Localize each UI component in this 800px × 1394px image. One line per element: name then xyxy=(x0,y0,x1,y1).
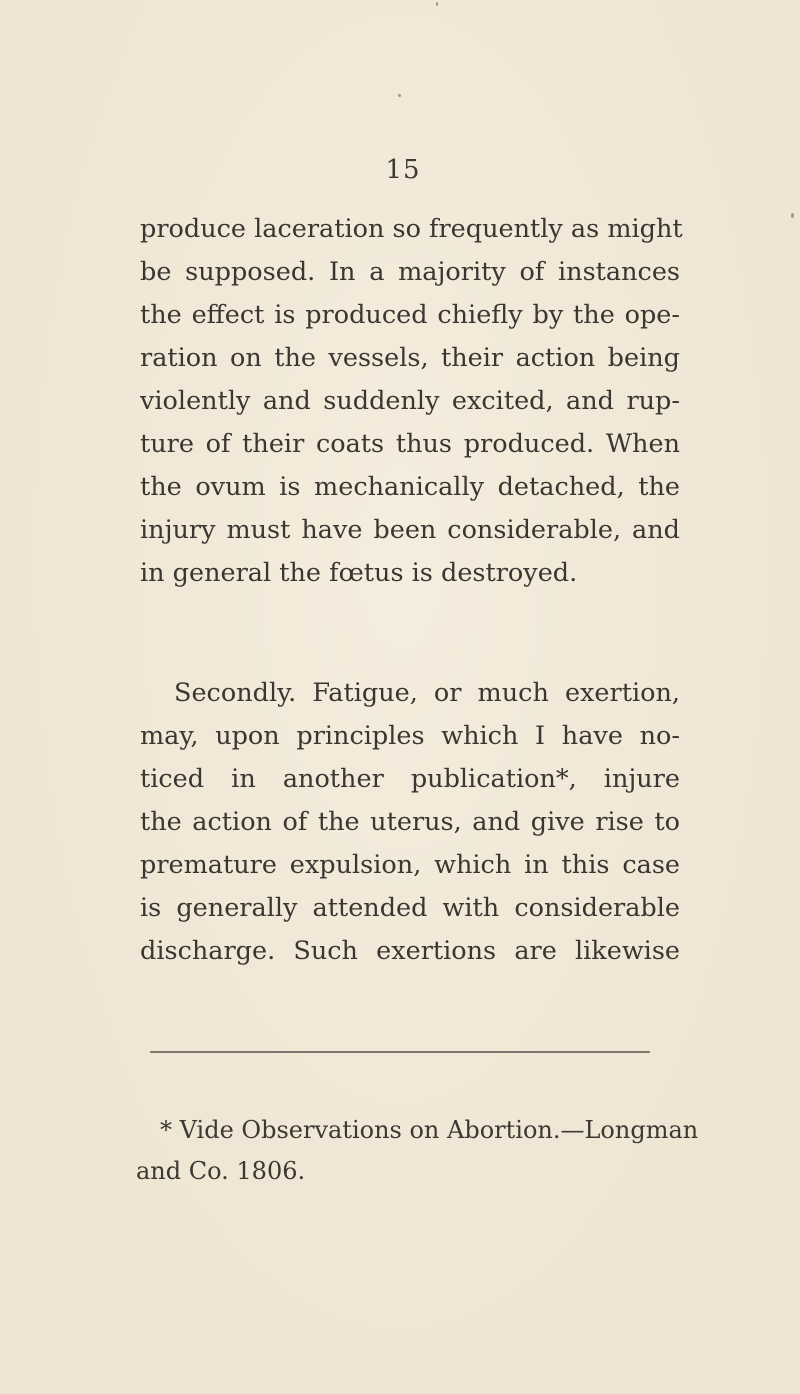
text-line: ticed in another publication*, injure xyxy=(140,764,680,794)
text-line: injury must have been considerable, and xyxy=(140,515,680,545)
text-line: ration on the vessels, their action being xyxy=(140,343,680,373)
text-line: Secondly. Fatigue, or much exertion, xyxy=(174,678,680,708)
footnote-line: and Co. 1806. xyxy=(136,1157,306,1185)
text-line: premature expulsion, which in this case xyxy=(140,850,680,880)
text-line: in general the fœtus is destroyed. xyxy=(140,558,578,588)
footnote-line: * Vide Observations on Abortion.—Longman xyxy=(160,1116,699,1144)
text-line: may, upon principles which I have no- xyxy=(140,721,680,751)
text-line: violently and suddenly excited, and rup- xyxy=(140,386,680,416)
page-number: 15 xyxy=(385,155,421,185)
text-line: be supposed. In a majority of instances xyxy=(140,257,680,287)
text-line: discharge. Such exertions are likewise xyxy=(140,936,680,966)
footnote-divider xyxy=(150,1051,650,1053)
text-line: produce laceration so frequently as might xyxy=(140,214,683,244)
text-line: is generally attended with considerable xyxy=(140,893,680,923)
text-line: the effect is produced chiefly by the ope- xyxy=(140,300,680,330)
text-line: the action of the uterus, and give rise to xyxy=(140,807,680,837)
paper-speck xyxy=(791,213,794,218)
paper-speck xyxy=(398,94,401,97)
paper-speck xyxy=(436,2,438,6)
text-line: the ovum is mechanically detached, the xyxy=(140,472,680,502)
text-line: ture of their coats thus produced. When xyxy=(140,429,680,459)
